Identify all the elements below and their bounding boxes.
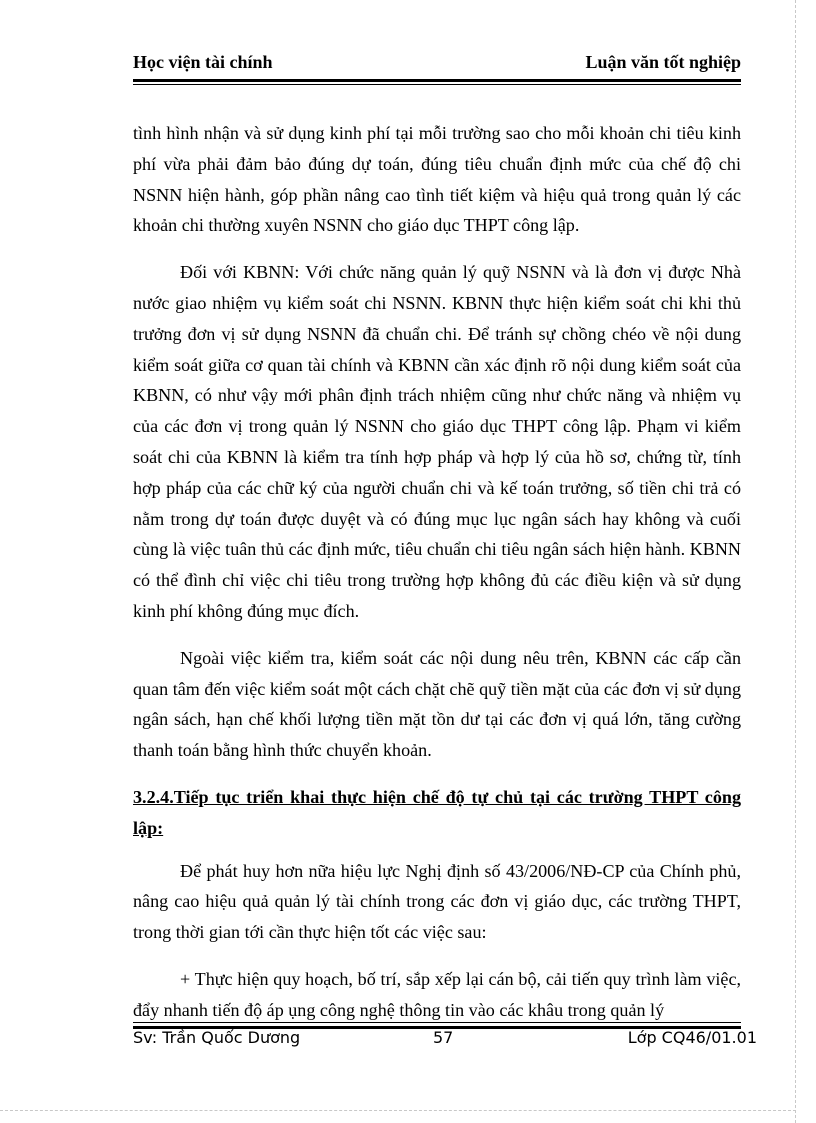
header-document-type: Luận văn tốt nghiệp	[585, 52, 741, 72]
page-header	[133, 52, 741, 80]
paragraph-kbnn: Đối với KBNN: Với chức năng quản lý quỹ NSNN và là đơn vị được Nhà nước giao nhiệm vụ kiểm soát chi NSNN. KBNN thực hiện kiểm soát chi khi thủ trưởng đơn vị sử dụng NSNN đã chuẩn chi. Để tránh sự chồng chéo về nội dung kiểm soát giữa cơ quan tài chính và KBNN cần xác định rõ nội dung kiểm soát của KBNN, có như vậy mới phân định trách nhiệm cũng như chức năng và nhiệm vụ của các đơn vị trong quản lý NSNN cho giáo dục THPT công lập. Phạm vi kiểm soát chi của KBNN là kiểm tra tính hợp pháp và hợp lý của hồ sơ, chứng từ, tính hợp pháp của các chữ ký của người chuẩn chi và kế toán trưởng, số tiền chi trả có nằm trong dự toán được duyệt và có đúng mục lục ngân sách hay không và cuối cùng là việc tuân thủ các định mức, tiêu chuẩn chi tiêu ngân sách hiện hành. KBNN có thể đình chỉ việc chi tiêu trong trường hợp không đủ các điều kiện và sử dụng kinh phí không đúng mục đích.	[133, 262, 741, 621]
section-heading: 3.2.4.Tiếp tục triển khai thực hiện chế độ tự chủ tại các trường THPT công lập:	[133, 786, 741, 838]
page-frame-right	[795, 0, 797, 1123]
paragraph-bullet-planning: + Thực hiện quy hoạch, bố trí, sắp xếp lại cán bộ, cải tiến quy trình làm việc, đẩy nhanh tiến độ áp ụng công nghệ thông tin vào các khâu trong quản lý	[133, 968, 741, 1020]
header-institution: Học viện tài chính	[133, 52, 273, 72]
paragraph-cash-control: Ngoài việc kiểm tra, kiểm soát các nội dung nêu trên, KBNN các cấp cần quan tâm đến việc kiểm soát một cách chặt chẽ quỹ tiền mặt của các đơn vị sử dụng ngân sách, hạn chế khối lượng tiền mặt tồn dư tại các đơn vị quá lớn, tăng cường thanh toán bằng hình thức chuyển khoản.	[133, 647, 741, 761]
footer-rule-thin	[133, 1022, 741, 1023]
paragraph-continuation: tình hình nhận và sử dụng kinh phí tại mỗi trường sao cho mỗi khoản chi tiêu kinh phí vừa phải đảm bảo đúng dự toán, đúng tiêu chuẩn định mức của chế độ chi NSNN hiện hành, góp phần nâng cao tình tiết kiệm và hiệu quả trong quản lý các khoản chi thường xuyên NSNN cho giáo dục THPT công lập.	[133, 123, 741, 236]
header-rule-thin	[133, 84, 741, 85]
footer-page-number: 57	[433, 1028, 454, 1047]
footer-student-name: Sv: Trần Quốc Dương	[133, 1028, 301, 1047]
page-body	[133, 118, 741, 1042]
paragraph-decree: Để phát huy hơn nữa hiệu lực Nghị định số 43/2006/NĐ-CP của Chính phủ, nâng cao hiệu quả quản lý tài chính trong các đơn vị giáo dục, các trường THPT, trong thời gian tới cần thực hiện tốt các việc sau:	[133, 860, 741, 943]
header-rule-thick	[133, 79, 741, 82]
page-footer	[133, 1028, 757, 1054]
footer-class: Lớp CQ46/01.01	[627, 1028, 757, 1047]
page-frame-bottom	[0, 1110, 796, 1112]
